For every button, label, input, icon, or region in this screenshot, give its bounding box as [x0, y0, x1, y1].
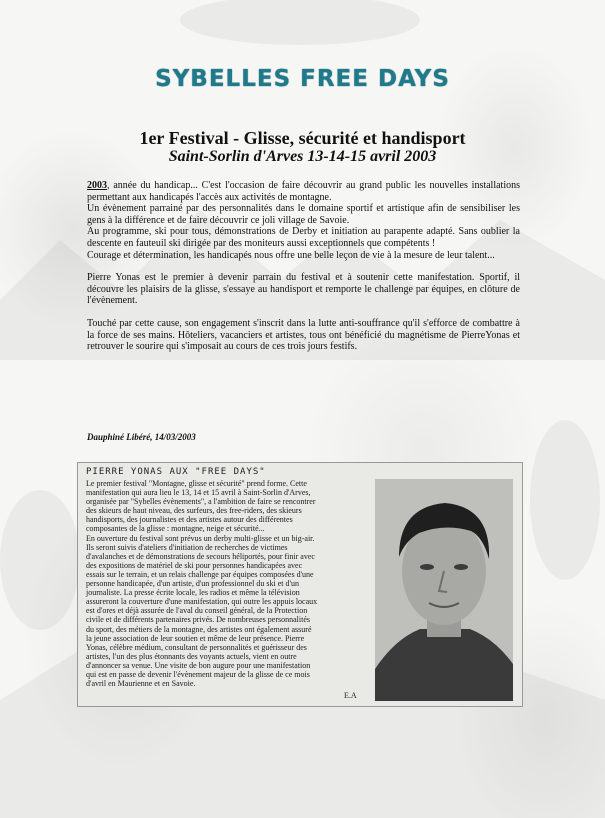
clipping-line: des skieurs de haut niveau, des surfeurs, des free-riders, des skieurs [86, 506, 302, 516]
clipping-line: personne handicapée, d'un artiste, d'un professionnel du ski et d'un [86, 579, 299, 589]
page-title: 1er Festival - Glisse, sécurité et handisport [139, 128, 466, 148]
paragraph-intro [87, 180, 520, 261]
clipping-line: journaliste. La presse écrite locale, les radios et même la télévision [86, 588, 300, 598]
clipping-line: Ils seront suivis d'ateliers d'initiation de recherches de victimes [86, 542, 288, 552]
article-source: Dauphiné Libéré, 14/03/2003 [87, 432, 196, 442]
clipping-line: civile et de différents partenaires privés. De nombreuses personnalités [86, 615, 310, 625]
clipping-line: essais sur le terrain, et un relais challenge par équipes composées d'une [86, 569, 314, 579]
clipping-line: handisports, des journalistes et des artistes autour des différentes [86, 515, 293, 525]
clipping-line: du sport, des métiers de la montagne, des artistes ont également assuré [86, 624, 312, 634]
festival-logo: SYBELLES FREE DAYS [155, 66, 450, 92]
clipping-line: Yonas, célèbre médium, consultant de personnalités et guérisseur des [86, 642, 307, 652]
intro-line: Un évènement parrainé par des personnalités dans le domaine sportif et artistique afin de sensibiliser les gens à la différence et de faire découvrir ce joli village de Savoie. [87, 203, 520, 226]
article-body [87, 180, 520, 364]
clipping-line: assureront la couverture d'une manifestation, qui outre les appuis locaux [86, 597, 318, 607]
clipping-heading: PIERRE YONAS AUX "FREE DAYS" [86, 467, 266, 477]
intro-year: 2003 [87, 180, 107, 191]
intro-line: , année du handicap... C'est l'occasion de faire découvrir au grand public les nouvelles installations permettant aux handicapés l'accès aux activités de montagne. [87, 180, 520, 203]
page-subtitle: Saint-Sorlin d'Arves 13-14-15 avril 2003 [168, 148, 437, 165]
clipping-line: d'annoncer sa venue. Une visite de bon augure pour une manifestation [86, 660, 311, 670]
clipping-line: En ouverture du festival sont prévus un derby multi-glisse et un big-air. [86, 533, 315, 543]
clipping-text [86, 479, 370, 688]
clipping-line: organisée par "Sybelles évènements", a l'ambition de faire se rencontrer [86, 497, 316, 507]
clipping-line: artistes, l'un des plus étonnants des voyants actuels, vient en outre [86, 651, 297, 661]
clipping-line: des expositions de matériel de ski pour personnes handicapées avec [86, 560, 303, 570]
clipping-signature: E.A [344, 691, 357, 700]
intro-line: Courage et détermination, les handicapés nous offre une belle leçon de vie à la mesure de leur talent... [87, 249, 495, 261]
clipping-line: est d'ores et déjà assurée de l'aval du conseil général, de la Protection [86, 606, 308, 616]
clipping-line: composantes de la glisse : montagne, neige et sécurité... [86, 524, 265, 534]
clipping-line: Le premier festival "Montagne, glisse et sécurité" prend forme. Cette [86, 479, 307, 488]
newspaper-clipping [77, 462, 523, 707]
clipping-line: qui est en passe de devenir l'évènement majeur de la glisse de ce mois [86, 669, 310, 679]
clipping-line: d'avril en Maurienne et en Savoie. [86, 679, 196, 689]
clipping-line: la jeune association de leur soutien et même de leur présence. Pierre [86, 633, 305, 643]
clipping-line: manifestation qui aura lieu le 13, 14 et 15 avril à Saint-Sorlin d'Arves, [86, 488, 311, 498]
paragraph-engagement: Touché par cette cause, son engagement s'inscrit dans la lutte anti-souffrance qu'il s'efforce de combattre à la force de ses mains. Hôteliers, vacanciers et artistes, tous ont bénéficié du magnétisme de PierreYonas et retrouver le sourire qui s'imposait au cours de ces trois jours festifs. [87, 317, 520, 353]
intro-line: Au programme, ski pour tous, démonstrations de Derby et initiation au parapente adapté. Sans oublier la descente en fauteuil ski dirigée par des moniteurs aussi exceptionnels que compétents ! [87, 226, 520, 249]
clipping-line: d'avalanches et de démonstrations de secours héliportés, pour finir avec [86, 551, 315, 561]
portrait-photo [375, 479, 513, 701]
paragraph-sponsor: Pierre Yonas est le premier à devenir parrain du festival et à soutenir cette manifestation. Sportif, il découvre les plaisirs de la glisse, s'essaye au handisport et remporte le challenge par équipes, en clôture de l'évènement. [87, 272, 520, 307]
